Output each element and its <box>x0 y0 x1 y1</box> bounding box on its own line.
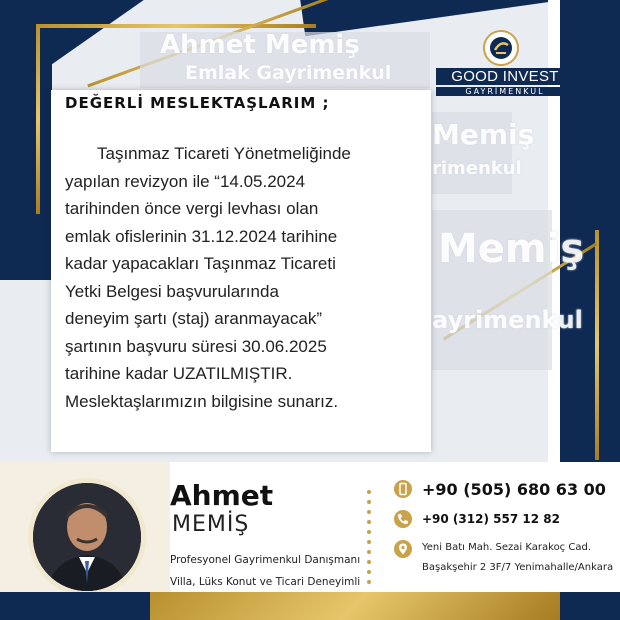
notice-line: emlak ofislerinin 31.12.2024 tarihine <box>65 226 338 246</box>
agent-portrait <box>33 483 141 591</box>
agent-first-name: Ahmet <box>170 479 274 512</box>
logo-emblem-icon <box>483 30 519 66</box>
gold-line-left <box>36 24 40 214</box>
logo-subtitle: GAYRİMENKUL <box>436 87 574 96</box>
dot-divider <box>367 490 371 590</box>
mobile-number[interactable]: +90 (505) 680 63 00 <box>422 480 606 499</box>
address-line-2: Başakşehir 2 3F/7 Yenimahalle/Ankara <box>422 562 614 573</box>
navy-band-left <box>0 60 52 280</box>
watermark-subtitle: Emlak Gayrimenkul <box>185 62 392 84</box>
bottom-bar <box>0 592 620 620</box>
agent-avatar <box>28 478 146 596</box>
notice-line: tarihinden önce vergi levhası olan <box>65 199 319 218</box>
agent-last-name: MEMİŞ <box>172 512 250 537</box>
landline-number[interactable]: +90 (312) 557 12 82 <box>422 512 560 526</box>
company-logo <box>436 30 574 102</box>
watermark-right-sub-2: ayrimenkul <box>432 306 583 334</box>
bottom-gold-strip <box>150 592 560 620</box>
address-line-1: Yeni Batı Mah. Sezai Karakoç Cad. <box>422 542 591 553</box>
notice-line: tarihine kadar UZATILMIŞTIR. <box>65 364 293 383</box>
notice-line: yapılan revizyon ile “14.05.2024 <box>65 171 306 191</box>
watermark-right-sub: rimenkul <box>432 158 522 179</box>
notice-line: Meslektaşlarımızın bilgisine sunarız. <box>65 391 339 411</box>
watermark-right-big: Memiş <box>432 118 535 151</box>
notice-body <box>65 140 425 415</box>
gold-line-top <box>36 24 316 28</box>
logo-name: GOOD INVEST <box>436 68 574 85</box>
watermark-right-big-2: Memiş <box>438 226 585 272</box>
mobile-phone-icon <box>394 480 412 498</box>
notice-line: Taşınmaz Ticareti Yönetmeliğinde <box>97 144 351 163</box>
notice-card <box>51 90 431 452</box>
agent-footer <box>0 462 620 620</box>
notice-line: kadar yapacakları Taşınmaz Ticareti <box>65 254 336 273</box>
notice-heading: DEĞERLİ MESLEKTAŞLARIM ; <box>65 94 330 112</box>
notice-line: Yetki Belgesi başvurularında <box>65 281 279 301</box>
watermark-title: Ahmet Memiş <box>160 30 360 60</box>
location-pin-icon <box>394 540 412 558</box>
agent-experience: Villa, Lüks Konut ve Ticari Deneyimli <box>170 576 361 588</box>
notice-line: şartının başvuru süresi 30.06.2025 <box>65 336 327 356</box>
phone-icon <box>394 510 412 528</box>
agent-role: Profesyonel Gayrimenkul Danışmanı <box>170 554 361 566</box>
gold-line-right <box>595 230 599 460</box>
notice-line: deneyim şartı (staj) aranmayacak” <box>65 309 322 328</box>
logo-mark <box>485 32 517 64</box>
